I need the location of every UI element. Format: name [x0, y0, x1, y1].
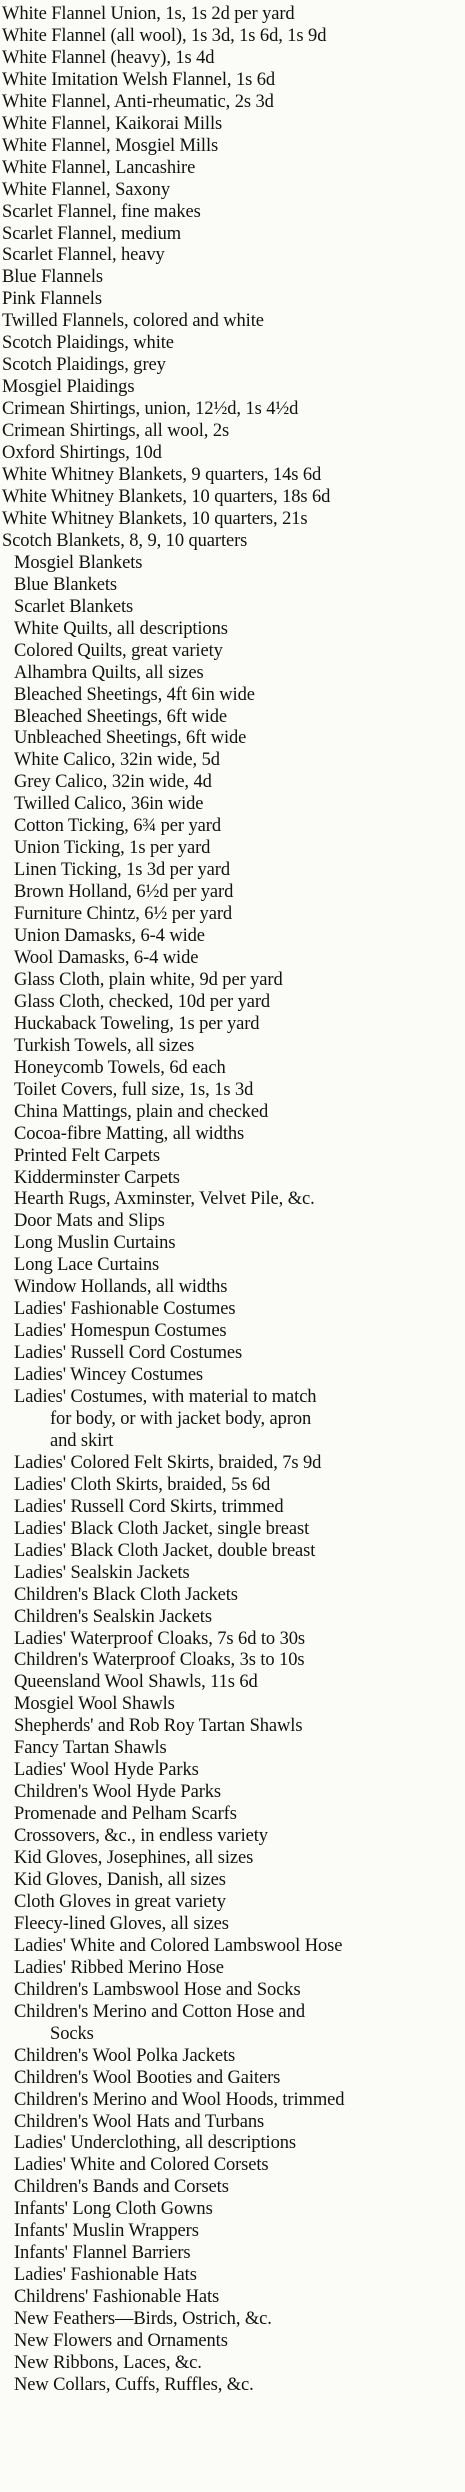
item-text: Kid Gloves, Josephines, all sizes	[14, 1848, 254, 1869]
item-text: Ladies' Waterproof Cloaks, 7s 6d to 30s	[14, 1628, 305, 1649]
item-text: Crimean Shirtings, union, 12½d, 1s 4½d	[2, 399, 299, 420]
list-item	[2, 1629, 455, 1651]
list-item	[2, 1958, 455, 1980]
item-text: Ladies' Wool Hyde Parks	[14, 1760, 199, 1781]
list-item	[2, 794, 455, 816]
item-text: Window Hollands, all widths	[14, 1277, 228, 1298]
item-text: Scotch Plaidings, grey	[2, 355, 166, 376]
item-text: Hearth Rugs, Axminster, Velvet Pile, &c.	[14, 1189, 315, 1210]
item-text: Long Muslin Curtains	[14, 1233, 176, 1254]
list-item	[2, 992, 455, 1014]
list-item	[2, 575, 455, 597]
item-text: Ladies' Wincey Costumes	[14, 1365, 204, 1386]
item-text: New Flowers and Ornaments	[14, 2331, 228, 2352]
list-item	[2, 377, 455, 399]
item-text: Fancy Tartan Shawls	[14, 1738, 167, 1759]
list-item	[2, 838, 455, 860]
item-text: White Flannel (all wool), 1s 3d, 1s 6d, 1s 9d	[2, 25, 327, 46]
list-item	[2, 1980, 455, 2002]
item-text: Cotton Ticking, 6¾ per yard	[14, 816, 221, 837]
item-text: White Flannel, Mosgiel Mills	[2, 135, 219, 156]
item-text: Ladies' Cloth Skirts, braided, 5s 6d	[14, 1474, 271, 1495]
list-item	[2, 1650, 455, 1672]
list-item	[2, 267, 455, 289]
item-text: Door Mats and Slips	[14, 1211, 165, 1232]
list-item	[2, 2287, 455, 2309]
list-item	[2, 2265, 455, 2287]
list-item	[2, 1036, 455, 1058]
list-item	[2, 202, 455, 224]
list-item	[2, 443, 455, 465]
item-continuation-text: Socks	[50, 2023, 94, 2044]
item-text: Ladies' White and Colored Corsets	[14, 2155, 269, 2176]
item-text: Turkish Towels, all sizes	[14, 1035, 195, 1056]
list-item	[2, 1607, 455, 1629]
item-text: Unbleached Sheetings, 6ft wide	[14, 728, 247, 749]
item-text: Scotch Plaidings, white	[2, 333, 174, 354]
list-item	[2, 224, 455, 246]
item-text: Scarlet Flannel, heavy	[2, 245, 165, 266]
list-item	[2, 641, 455, 663]
item-text: Union Ticking, 1s per yard	[14, 838, 211, 859]
list-item	[2, 1168, 455, 1190]
list-item	[2, 92, 455, 114]
item-text: Oxford Shirtings, 10d	[2, 443, 162, 464]
list-item	[2, 399, 455, 421]
item-text: Ladies' Fashionable Hats	[14, 2265, 197, 2286]
list-item	[2, 2375, 455, 2397]
advertisement-item-list	[2, 4, 455, 2397]
item-text: White Flannel, Kaikorai Mills	[2, 113, 223, 134]
item-text: Infants' Muslin Wrappers	[14, 2221, 199, 2242]
item-text: New Feathers—Birds, Ostrich, &c.	[14, 2309, 272, 2330]
item-text: Shepherds' and Rob Roy Tartan Shawls	[14, 1716, 303, 1737]
item-text: Mosgiel Wool Shawls	[14, 1694, 175, 1715]
list-item	[2, 1585, 455, 1607]
list-item	[2, 1760, 455, 1782]
list-item	[2, 882, 455, 904]
list-item	[2, 1716, 455, 1738]
item-continuation-text: for body, or with jacket body, apron	[50, 1409, 312, 1429]
item-text: Children's Black Cloth Jackets	[14, 1584, 238, 1605]
list-item	[2, 180, 455, 202]
item-text: Colored Quilts, great variety	[14, 640, 223, 661]
item-text: Childrens' Fashionable Hats	[14, 2287, 220, 2308]
list-item	[2, 1299, 455, 1321]
list-item	[2, 1321, 455, 1343]
list-item	[2, 487, 455, 509]
item-text: Fleecy-lined Gloves, all sizes	[14, 1913, 229, 1934]
item-text: Children's Wool Polka Jackets	[14, 2045, 236, 2066]
list-item	[2, 750, 455, 772]
item-text: New Collars, Cuffs, Ruffles, &c.	[14, 2374, 254, 2395]
list-item	[2, 619, 455, 641]
list-item	[2, 1519, 455, 1541]
item-text: Scarlet Flannel, fine makes	[2, 201, 201, 222]
list-item	[2, 2353, 455, 2375]
item-text: Children's Lambswool Hose and Socks	[14, 1979, 301, 2000]
list-item	[2, 1804, 455, 1826]
item-text: Ladies' Russell Cord Costumes	[14, 1343, 243, 1364]
item-text: White Flannel, Anti-rheumatic, 2s 3d	[2, 91, 274, 112]
list-item	[2, 1211, 455, 1233]
item-text: Scarlet Blankets	[14, 596, 134, 617]
list-item	[2, 1124, 455, 1146]
item-text: White Whitney Blankets, 9 quarters, 14s 6d	[2, 465, 322, 486]
item-text: Cocoa-fibre Matting, all widths	[14, 1123, 245, 1144]
list-item	[2, 531, 455, 553]
item-text: Pink Flannels	[2, 289, 102, 310]
item-text: Ladies' Underclothing, all descriptions	[14, 2133, 297, 2154]
item-text: Union Damasks, 6-4 wide	[14, 926, 205, 947]
list-item	[2, 2068, 455, 2090]
list-item	[2, 1146, 455, 1168]
item-text: Kidderminster Carpets	[14, 1167, 180, 1188]
list-item	[2, 245, 455, 267]
list-item	[2, 1563, 455, 1585]
item-text: Brown Holland, 6½d per yard	[14, 882, 234, 903]
item-text: White Whitney Blankets, 10 quarters, 21s	[2, 508, 308, 529]
item-text: Ladies' Costumes, with material to match	[14, 1387, 317, 1408]
item-text: White Flannel, Lancashire	[2, 157, 196, 178]
list-item	[2, 2002, 455, 2046]
list-item	[2, 2046, 455, 2068]
item-text: China Mattings, plain and checked	[14, 1101, 269, 1122]
item-text: Blue Blankets	[14, 574, 118, 595]
item-text: Bleached Sheetings, 4ft 6in wide	[14, 684, 255, 705]
list-item	[2, 333, 455, 355]
item-text: Alhambra Quilts, all sizes	[14, 662, 204, 683]
list-item	[2, 158, 455, 180]
item-text: Bleached Sheetings, 6ft wide	[14, 706, 227, 727]
item-text: Children's Sealskin Jackets	[14, 1606, 212, 1627]
list-item	[2, 728, 455, 750]
item-text: Ladies' Sealskin Jackets	[14, 1562, 190, 1583]
item-text: Linen Ticking, 1s 3d per yard	[14, 860, 231, 881]
list-item	[2, 1475, 455, 1497]
list-item	[2, 1936, 455, 1958]
item-text: Infants' Flannel Barriers	[14, 2243, 191, 2264]
item-text: Children's Wool Hats and Turbans	[14, 2111, 265, 2132]
item-text: Mosgiel Blankets	[14, 552, 143, 573]
list-item	[2, 1782, 455, 1804]
item-text: Furniture Chintz, 6½ per yard	[14, 904, 233, 925]
list-item	[2, 1497, 455, 1519]
list-item	[2, 1870, 455, 1892]
list-item	[2, 1277, 455, 1299]
list-item	[2, 4, 455, 26]
list-item	[2, 663, 455, 685]
item-text: White Flannel, Saxony	[2, 179, 170, 200]
item-text: Ladies' Ribbed Merino Hose	[14, 1957, 224, 1978]
item-text: White Quilts, all descriptions	[14, 618, 228, 639]
list-item	[2, 2090, 455, 2112]
list-item	[2, 2331, 455, 2353]
item-text: Children's Waterproof Cloaks, 3s to 10s	[14, 1650, 305, 1671]
list-item	[2, 904, 455, 926]
item-text: Printed Felt Carpets	[14, 1145, 160, 1166]
list-item	[2, 1189, 455, 1211]
list-item	[2, 1892, 455, 1914]
list-item	[2, 2155, 455, 2177]
item-text: Twilled Flannels, colored and white	[2, 311, 264, 332]
list-item	[2, 1102, 455, 1124]
list-item	[2, 1848, 455, 1870]
list-item	[2, 311, 455, 333]
item-text: White Flannel Union, 1s, 1s 2d per yard	[2, 4, 295, 24]
list-item	[2, 1914, 455, 1936]
item-text: Glass Cloth, checked, 10d per yard	[14, 991, 271, 1012]
item-text: Ladies' White and Colored Lambswool Hose	[14, 1935, 343, 1956]
list-item	[2, 970, 455, 992]
item-text: Toilet Covers, full size, 1s, 1s 3d	[14, 1079, 254, 1100]
item-text: Children's Wool Hyde Parks	[14, 1782, 222, 1803]
list-item	[2, 70, 455, 92]
list-item	[2, 26, 455, 48]
list-item	[2, 1080, 455, 1102]
item-text: Ladies' Colored Felt Skirts, braided, 7s 9d	[14, 1452, 322, 1473]
item-text: Ladies' Fashionable Costumes	[14, 1299, 236, 1320]
item-text: New Ribbons, Laces, &c.	[14, 2352, 202, 2373]
list-item	[2, 926, 455, 948]
item-text: Grey Calico, 32in wide, 4d	[14, 772, 212, 793]
list-item	[2, 2243, 455, 2265]
list-item	[2, 1541, 455, 1563]
list-item	[2, 1387, 455, 1453]
list-item	[2, 136, 455, 158]
item-text: Queensland Wool Shawls, 11s 6d	[14, 1672, 258, 1693]
item-text: Children's Merino and Cotton Hose and	[14, 2001, 305, 2022]
list-item	[2, 1365, 455, 1387]
list-item	[2, 1694, 455, 1716]
list-item	[2, 1255, 455, 1277]
item-text: Twilled Calico, 36in wide	[14, 794, 204, 815]
list-item	[2, 2112, 455, 2134]
list-item	[2, 48, 455, 70]
item-text: Children's Merino and Wool Hoods, trimmed	[14, 2089, 345, 2110]
item-text: Crossovers, &c., in endless variety	[14, 1826, 268, 1847]
list-item	[2, 2221, 455, 2243]
item-text: White Flannel (heavy), 1s 4d	[2, 47, 215, 68]
item-text: Cloth Gloves in great variety	[14, 1891, 226, 1912]
item-text: Scotch Blankets, 8, 9, 10 quarters	[2, 530, 248, 551]
item-text: Honeycomb Towels, 6d each	[14, 1057, 226, 1078]
item-text: Glass Cloth, plain white, 9d per yard	[14, 969, 283, 990]
item-text: Ladies' Russell Cord Skirts, trimmed	[14, 1496, 284, 1517]
list-item	[2, 553, 455, 575]
list-item	[2, 509, 455, 531]
list-item	[2, 465, 455, 487]
item-text: Children's Bands and Corsets	[14, 2177, 229, 2198]
item-text: Huckaback Toweling, 1s per yard	[14, 1013, 260, 1034]
list-item	[2, 597, 455, 619]
item-text: Mosgiel Plaidings	[2, 377, 135, 398]
list-item	[2, 948, 455, 970]
item-text: Ladies' Homespun Costumes	[14, 1321, 227, 1342]
list-item	[2, 289, 455, 311]
list-item	[2, 421, 455, 443]
list-item	[2, 2133, 455, 2155]
list-item	[2, 685, 455, 707]
item-text: Long Lace Curtains	[14, 1255, 160, 1276]
list-item	[2, 1672, 455, 1694]
item-text: White Calico, 32in wide, 5d	[14, 750, 220, 771]
item-text: Children's Wool Booties and Gaiters	[14, 2067, 281, 2088]
item-text: Scarlet Flannel, medium	[2, 223, 182, 244]
list-item	[2, 1233, 455, 1255]
item-text: White Whitney Blankets, 10 quarters, 18s 6d	[2, 486, 331, 507]
list-item	[2, 1453, 455, 1475]
item-text: Wool Damasks, 6-4 wide	[14, 947, 199, 968]
list-item	[2, 2199, 455, 2221]
list-item	[2, 1343, 455, 1365]
list-item	[2, 2309, 455, 2331]
list-item	[2, 1826, 455, 1848]
item-text: Ladies' Black Cloth Jacket, single breast	[14, 1518, 310, 1539]
item-text: Infants' Long Cloth Gowns	[14, 2199, 213, 2220]
item-text: Ladies' Black Cloth Jacket, double breast	[14, 1540, 316, 1561]
item-text: Promenade and Pelham Scarfs	[14, 1804, 237, 1825]
list-item	[2, 860, 455, 882]
list-item	[2, 1014, 455, 1036]
item-continuation-text: and skirt	[50, 1430, 114, 1451]
list-item	[2, 816, 455, 838]
item-text: Blue Flannels	[2, 267, 103, 288]
list-item	[2, 772, 455, 794]
list-item	[2, 2177, 455, 2199]
item-text: Crimean Shirtings, all wool, 2s	[2, 421, 230, 442]
list-item	[2, 1738, 455, 1760]
list-item	[2, 1058, 455, 1080]
item-text: Kid Gloves, Danish, all sizes	[14, 1870, 226, 1891]
list-item	[2, 355, 455, 377]
list-item	[2, 707, 455, 729]
item-text: White Imitation Welsh Flannel, 1s 6d	[2, 69, 276, 90]
list-item	[2, 114, 455, 136]
